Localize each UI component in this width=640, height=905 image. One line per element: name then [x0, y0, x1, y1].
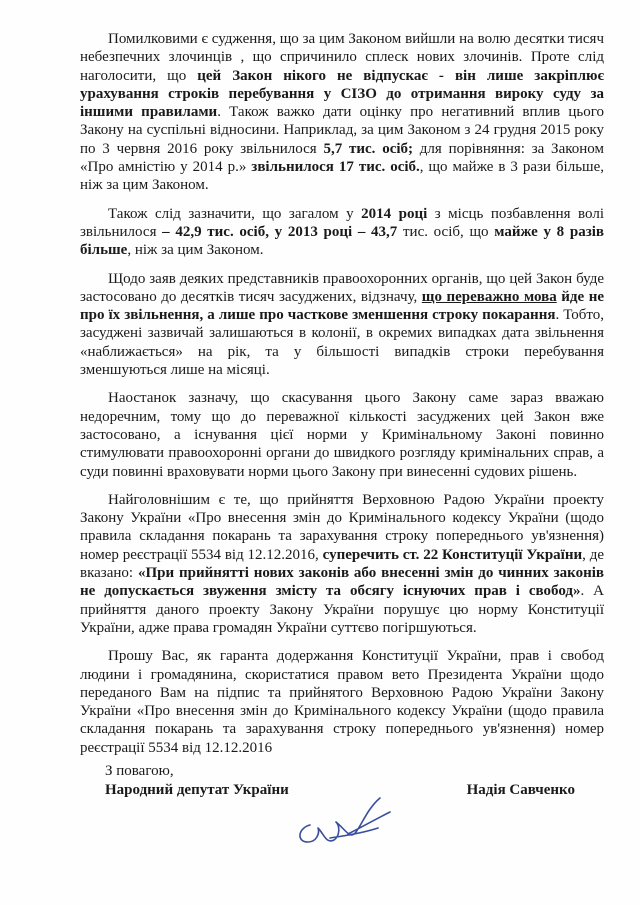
paragraph-2 — [80, 205, 604, 260]
p5-emphasis-b: суперечить ст. 22 Конституції України — [322, 546, 583, 563]
p2-text-h: , ніж за цим Законом. — [127, 242, 264, 259]
paragraph-3 — [80, 270, 604, 380]
p3-text-a: Щодо заяв деяких представників правоохоронних органів, що цей Закон буде застосовано до десятків тисяч засуджених, відзначу, — [80, 270, 604, 305]
p3-text-d: . Тобто, засуджені зазвичай залишаються в колонії, в окремих випадках дата звільнення «наближається» на рік, та у більшості випадків строки перебування зменшуються лише на місяці. — [80, 307, 604, 379]
p1-emphasis-b: цей Закон нікого не відпускає - він лише закріплює урахування строків перебування у СІЗО до отримання вироку суду за іншими правилами — [80, 67, 604, 121]
p2-text-f: , що — [460, 223, 495, 240]
paragraph-5 — [80, 491, 604, 637]
p2-emphasis-b: 2014 році — [361, 205, 428, 222]
p1-text-e: для порівняння: за Законом «Про амністію у 2014 р.» — [80, 140, 604, 176]
p1-emphasis-d: 5,7 тис. осіб; — [323, 140, 414, 157]
p1-emphasis-f: звільнилося 17 тис. осіб. — [251, 159, 420, 176]
paragraph-6: Прошу Вас, як гаранта додержання Конституції України, прав і свобод людини і громадянина, скористатися правом вето Президента України щодо переданого Вам на підпис та прийнятого Верховною Радою України Закону України «Про внесення змін до Кримінального кодексу України (щодо правила складання покарань та зарахування строку попереднього ув'язнення) номер реєстрації 5534 від 12.12.2016 — [80, 648, 604, 756]
p2-text-e: тис. осіб — [397, 223, 461, 240]
p2-emphasis-g: майже у 8 разів більше — [80, 223, 604, 259]
p1-text-g: , що майже в 3 рази більше, ніж за цим Законом. — [80, 159, 604, 194]
signer-title: Народний депутат України — [105, 782, 289, 798]
p2-text-a: Також слід зазначити, що загалом у — [108, 205, 362, 222]
paragraph-1 — [80, 30, 604, 195]
p2-text-c: з місць позбавлення волі звільнилося — [80, 205, 604, 240]
p5-text-e: . А прийняття даного проекту Закону України порушує цю норму Конституції України, адже права громадян України суттєво погіршуються. — [80, 583, 604, 636]
p2-emphasis-d: – 42,9 тис. осіб, у 2013 році – 43,7 — [162, 223, 398, 240]
p5-text-a: Найголовнішим є те, що прийняття Верховною Радою України проекту Закону України «Про внесення змін до Кримінального кодексу України (щодо правила складання покарань та зарахування строку попереднього ув'язнення) номер реєстрації 5534 від 12.12.2016, — [80, 491, 604, 563]
p1-text-a: Помилковими є судження, що за цим Законом вийшли на волю десятки тисяч небезпечних злочинців , що спричинило сплеск нових злочинів. Проте слід наголосити, що — [80, 31, 604, 84]
p5-quote-d: «При прийнятті нових законів або внесенні змін до чинних законів не допускається звуження змісту та обсягу існуючих прав і свобод» — [80, 565, 604, 600]
p5-text-c: , де вказано: — [80, 546, 604, 582]
p1-text-c: . Також важко дати оцінку про негативний вплив цього Закону на суспільні відносини. Наприклад, за цим Законом з 24 грудня 2015 року по 3 червня 2016 року звільнилося — [80, 104, 604, 157]
regards-line: З повагою, — [105, 763, 174, 779]
paragraph-4: Наостанок зазначу, що скасування цього Закону саме зараз вважаю недоречним, тому що до переважної кількості засуджених цей Закон вже застосовано, а існування цієї норми у Кримінальному Законі повинно стимулювати правоохоронні органи до швидкого розгляду кримінальних справ, а суди повинні враховувати норми цього Закону при винесенні судових рішень. — [80, 390, 604, 480]
handwritten-signature — [290, 790, 400, 850]
letter-body — [80, 30, 604, 767]
signer-name: Надія Савченко — [466, 782, 575, 798]
p3-underlined-b: що переважно мова — [421, 288, 557, 305]
p3-emphasis-c: йде не про їх звільнення, а лише про часткове зменшення строку покарання — [80, 288, 604, 324]
